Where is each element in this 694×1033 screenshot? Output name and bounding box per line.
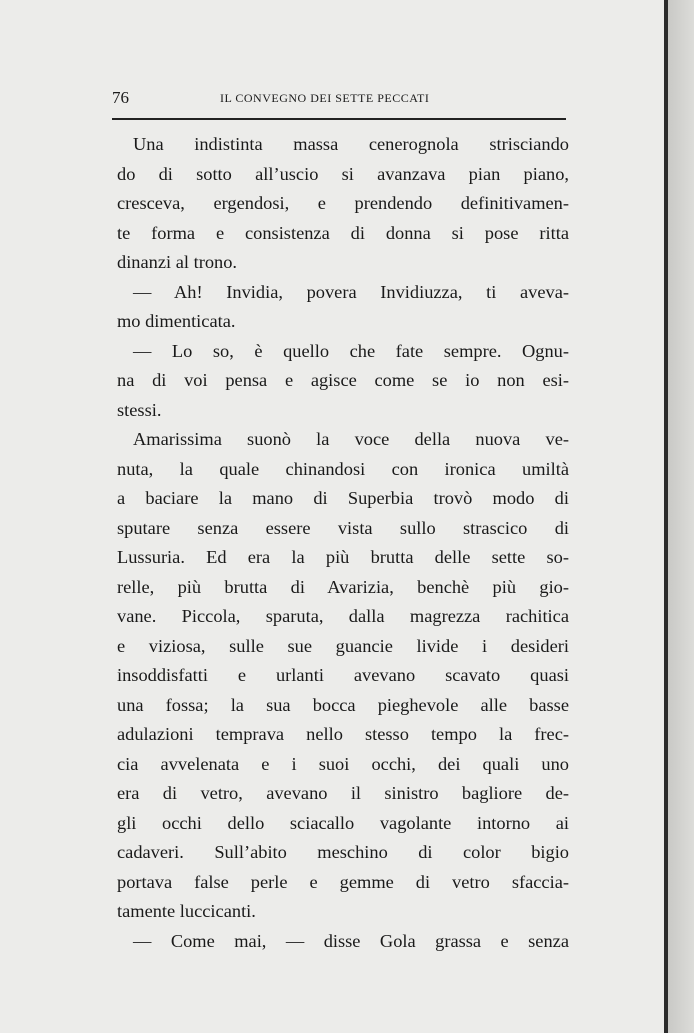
text-line: — Come mai, — disse Gola grassa e senza bbox=[133, 930, 569, 951]
text-line: — Ah! Invidia, povera Invidiuzza, ti aveva- bbox=[133, 281, 569, 302]
text-line: insoddisfatti e urlanti avevano scavato quasi bbox=[117, 665, 569, 685]
text-line: Amarissima suonò la voce della nuova ve- bbox=[133, 429, 569, 449]
adjacent-page-margin bbox=[668, 0, 694, 1033]
text-line: — Lo so, è quello che fate sempre. Ognu- bbox=[133, 340, 569, 361]
text-line: na di voi pensa e agisce come se io non esi- bbox=[117, 370, 569, 390]
text-line: vane. Piccola, sparuta, dalla magrezza rachitica bbox=[117, 606, 569, 626]
text-line: una fossa; la sua bocca pieghevole alle basse bbox=[117, 694, 569, 715]
text-line: cia avvelenata e i suoi occhi, dei quali uno bbox=[117, 753, 569, 774]
body-text bbox=[117, 130, 569, 956]
text-line: e viziosa, sulle sue guancie livide i desideri bbox=[117, 635, 569, 656]
text-line: cadaveri. Sull’abito meschino di color bigio bbox=[117, 842, 569, 862]
text-line: portava false perle e gemme di vetro sfaccia- bbox=[117, 871, 569, 892]
text-line: a baciare la mano di Superbia trovò modo di bbox=[117, 488, 569, 508]
text-line: Una indistinta massa cenerognola strisciando bbox=[133, 134, 569, 154]
text-line: gli occhi dello sciacallo vagolante intorno ai bbox=[117, 812, 569, 833]
text-line: mo dimenticata. bbox=[117, 311, 236, 331]
text-line: do di sotto all’uscio si avanzava pian piano, bbox=[117, 163, 569, 184]
text-line: tamente luccicanti. bbox=[117, 901, 256, 921]
text-line: Lussuria. Ed era la più brutta delle sette so- bbox=[117, 547, 569, 567]
page-header bbox=[110, 86, 565, 114]
text-line: dinanzi al trono. bbox=[117, 252, 238, 272]
header-rule bbox=[112, 118, 566, 120]
text-line: te forma e consistenza di donna si pose ritta bbox=[117, 222, 569, 243]
text-line: cresceva, ergendosi, e prendendo definitivamen- bbox=[117, 193, 569, 213]
running-title: IL CONVEGNO DEI SETTE PECCATI bbox=[220, 91, 430, 105]
text-line: relle, più brutta di Avarizia, benchè più gio- bbox=[117, 576, 569, 597]
text-line: adulazioni temprava nello stesso tempo la frec- bbox=[117, 724, 569, 744]
text-line: stessi. bbox=[117, 399, 162, 420]
text-line: nuta, la quale chinandosi con ironica umiltà bbox=[117, 458, 569, 479]
page-number: 76 bbox=[112, 88, 129, 107]
text-line: era di vetro, avevano il sinistro bagliore de- bbox=[117, 783, 569, 803]
text-line: sputare senza essere vista sullo strascico di bbox=[117, 517, 569, 538]
